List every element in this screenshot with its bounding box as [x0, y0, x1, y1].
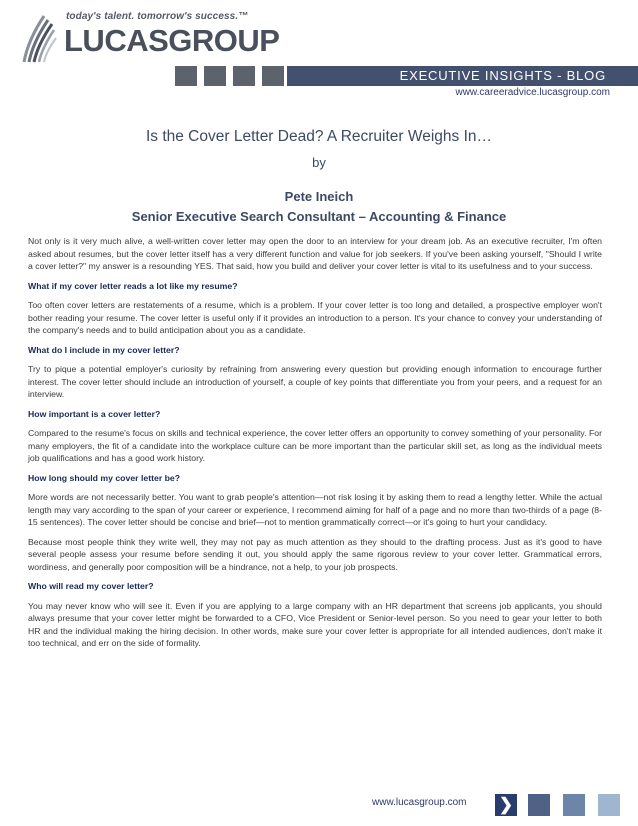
section-heading: Who will read my cover letter? — [28, 581, 154, 591]
brand-name: LUCASGROUP — [64, 23, 280, 58]
header-decor-squares — [175, 66, 291, 91]
section-heading: How long should my cover letter be? — [28, 472, 181, 483]
author-name: Pete Ineich — [284, 189, 354, 204]
footer-url-link[interactable]: www.lucasgroup.com — [372, 797, 467, 808]
section-paragraph: More words are not necessarily better. You want to grab people's attention—not risk losing it by asking them to read a lengthy letter. While the actual length may vary according to the span of your career or experience, I recommend aiming for half of a page and no more than two-thirds of a page (8-15 sentences). The cover letter should be concise and brief—not to mention grammatically correct—or it's going to hurt your candidacy. — [28, 492, 602, 527]
byline-by: by — [312, 155, 326, 170]
decor-square — [175, 66, 197, 86]
section-paragraph: Compared to the resume's focus on skills and technical experience, the cover letter offers an opportunity to convey something of your personality. For many employers, the fit of a candidate into the workplace culture can be more important than the particular skill set, as long as the individual meets job qualifications and has a good work history. — [28, 428, 602, 463]
section-banner — [287, 66, 638, 86]
brand-tagline: today's talent. tomorrow's success.™ — [66, 11, 249, 22]
decor-square — [233, 66, 255, 86]
next-arrow-icon[interactable]: ❯ — [495, 794, 517, 816]
section-paragraph: You may never know who will see it. Even if you are applying to a large company with an HR department that screens job applicants, you should always presume that your cover letter might be forwarded to a CFO, Vice President or Senior-level person. So you need to gear your letter to both HR and the individual making the hiring decision. In other words, make sure your cover letter is appropriate for all intended audiences, don't make it too technical, and err on the side of formality. — [28, 600, 602, 648]
section-paragraph: Too often cover letters are restatements of a resume, which is a problem. If your cover letter is too long and detailed, a prospective employer won't bother reading your resume. The cover letter is useful only if it provides an introduction to a person. It's your chance to convey your understanding of the company's needs and to build anticipation about you as a candidate. — [28, 300, 602, 335]
decor-square — [204, 66, 226, 86]
article-title: Is the Cover Letter Dead? A Recruiter Weighs In… — [145, 128, 493, 145]
article-body — [28, 235, 602, 657]
section-paragraph: Try to pique a potential employer's curiosity by refraining from answering every question but providing enough information to encourage further interest. The cover letter should include an introduction of yourself, a couple of key points that differentiate you from your peers, and a request for an interview. — [28, 364, 602, 399]
banner-title: EXECUTIVE INSIGHTS - BLOG — [399, 68, 606, 83]
section-paragraph: Because most people think they write well, they may not pay as much attention as they should to the drafting process. Just as it's good to have several people assess your resume before sending it out, you should apply the same rigorous review to your cover letter. Grammatical errors, wordiness, and generally poor composition will be a hindrance, not a help, to your job prospects. — [28, 536, 602, 572]
section-heading: What do I include in my cover letter? — [28, 344, 180, 355]
decor-square — [262, 66, 284, 86]
footer-decor-square — [528, 794, 550, 816]
intro-paragraph: Not only is it very much alive, a well-written cover letter may open the door to an interview for your dream job. As an executive recruiter, I'm often asked about resumes, but the cover letter itself has a very different function and value for job seekers. If you've been asking yourself, "Should I write a cover letter?" my answer is a resounding YES. That said, how you build and deliver your cover letter is vital to its usefulness and to your success. — [28, 236, 602, 271]
author-title: Senior Executive Search Consultant – Accounting & Finance — [131, 209, 507, 224]
footer-decor-square — [563, 794, 585, 816]
section-heading: How important is a cover letter? — [28, 408, 161, 419]
section-heading: What if my cover letter reads a lot like my resume? — [28, 280, 238, 291]
blog-url-link[interactable]: www.careeradvice.lucasgroup.com — [455, 87, 610, 98]
footer-decor-square — [598, 794, 620, 816]
